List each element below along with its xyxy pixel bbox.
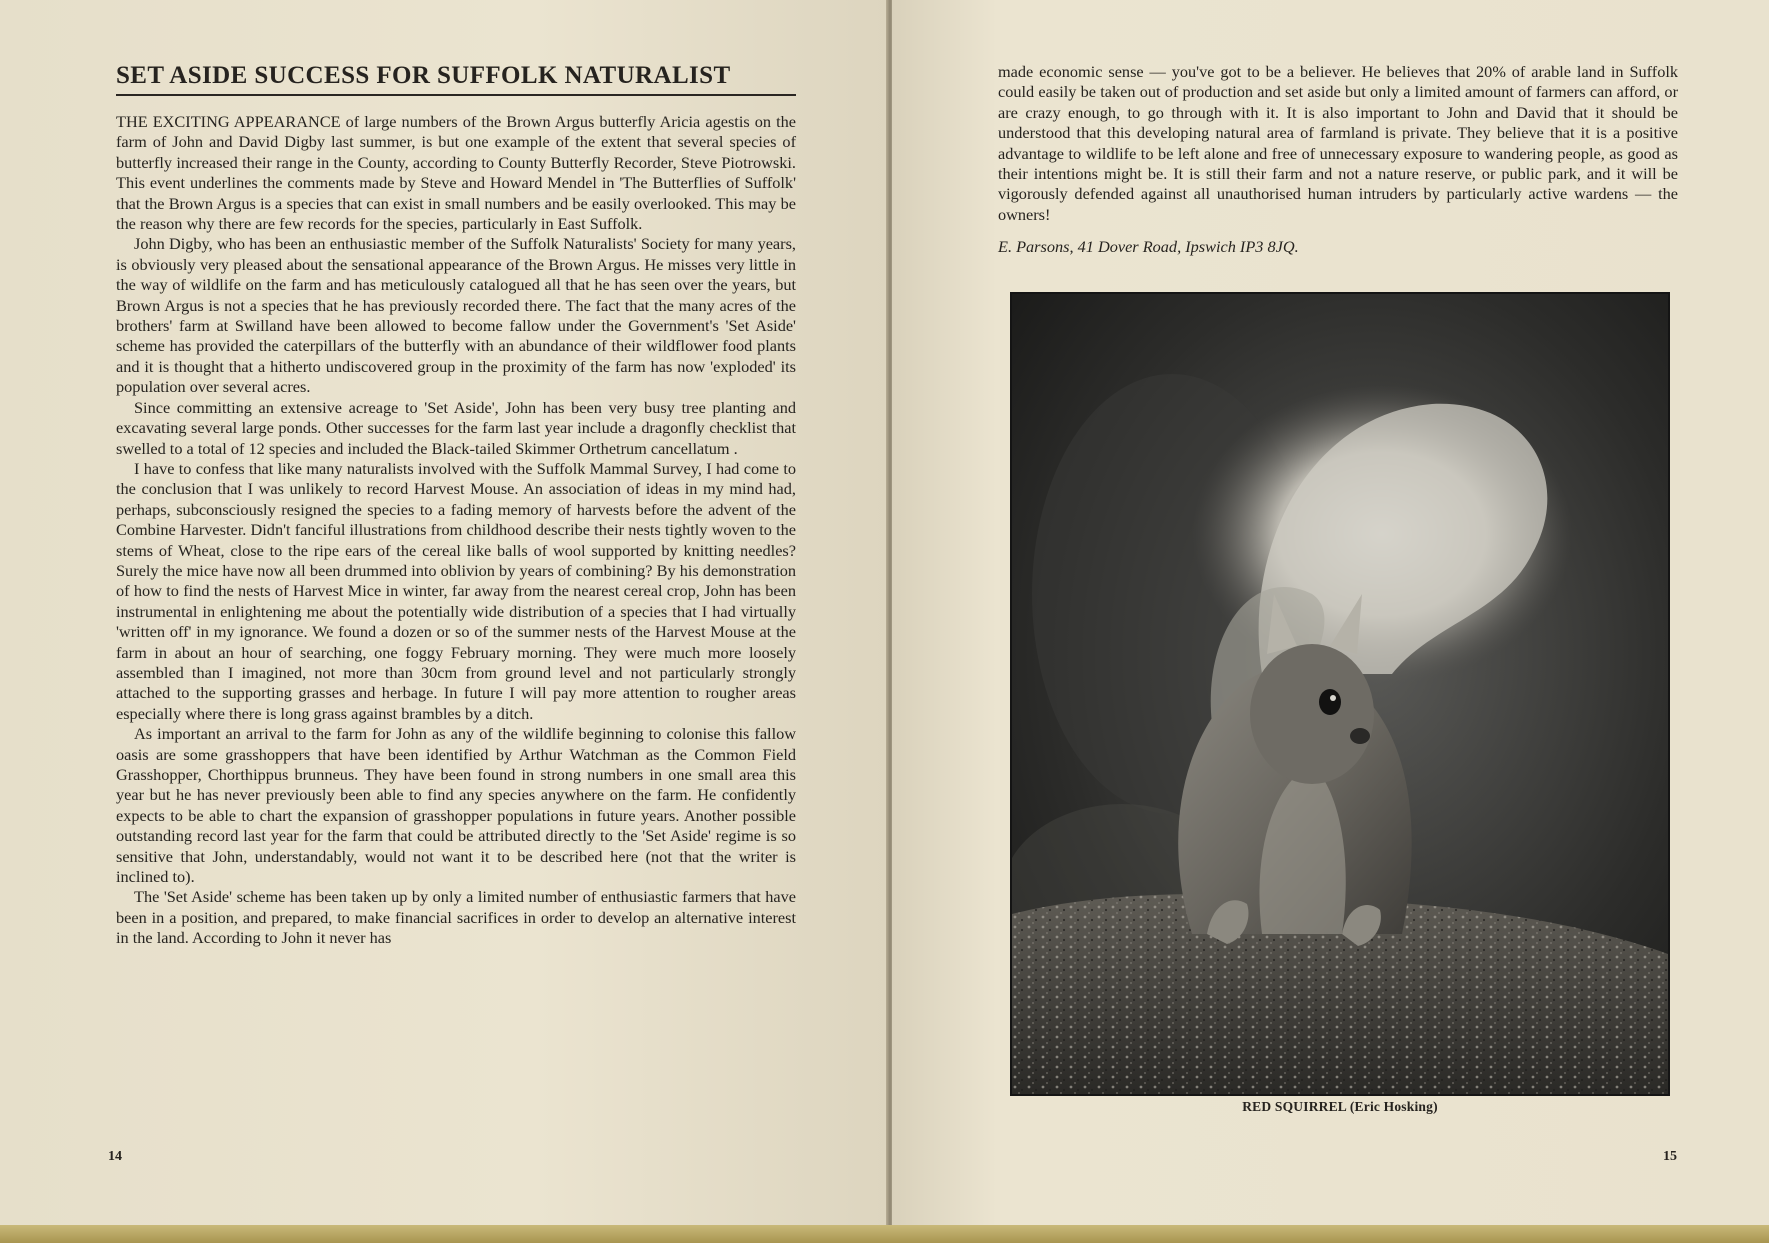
squirrel-illustration bbox=[1012, 294, 1668, 1094]
article-paragraph: Since committing an extensive acreage to 'Set Aside', John has been very busy tree planting and excavating several large ponds. Other successes for the farm last year include a dragonfly checklist that swelled to a total of 12 species and included the Black-tailed Skimmer Orthetrum cancellatum . bbox=[116, 397, 796, 458]
article-paragraph: As important an arrival to the farm for John as any of the wildlife beginning to colonise this fallow oasis are some grasshoppers that have been identified by Arthur Watchman as the Common Field Grasshopper, Chorthippus brunneus. They have been found in strong numbers in one small area this year but he has never previously been able to find any species anywhere on the farm. He confidently expects to be able to chart the expansion of grasshopper populations in future years. Another possible outstanding record last year for the farm that could be attributed directly to the 'Set Aside' regime is so sensitive that John, understandably, would not want it to be described here (not that the writer is inclined to). bbox=[116, 724, 796, 887]
photo-caption: RED SQUIRREL (Eric Hosking) bbox=[1242, 1099, 1438, 1114]
page-number-left: 14 bbox=[108, 1149, 122, 1164]
article-paragraph: THE EXCITING APPEARANCE of large numbers of the Brown Argus butterfly Aricia agestis on the farm of John and David Digby last summer, is but one example of the extent that several species of butterfly increased their range in the County, according to County Butterfly Recorder, Steve Piotrowski. This event underlines the comments made by Steve and Howard Mendel in 'The Butterflies of Suffolk' that the Brown Argus is a species that can exist in small numbers and be easily overlooked. This may be the reason why there are few records for the species, particularly in East Suffolk. bbox=[116, 112, 796, 234]
right-page bbox=[892, 0, 1769, 1243]
article-paragraph: made economic sense — you've got to be a believer. He believes that 20% of arable land in Suffolk could easily be taken out of production and set aside but only a limited amount of farmers can afford, or are crazy enough, to go through with it. It is also important to John and David that it should be understood that this developing natural area of farmland is private. They believe that it is a positive advantage to wildlife to be left alone and free of unnecessary exposure to wandering people, as good as their intentions might be. It is still their farm and not a nature reserve, or public park, and it will be vigorously defended against all unauthorised human intruders by particularly active wardens — the owners! bbox=[998, 62, 1678, 224]
article-continuation bbox=[998, 62, 1678, 225]
table-edge bbox=[0, 1225, 1769, 1243]
author-signature: E. Parsons, 41 Dover Road, Ipswich IP3 8JQ. bbox=[998, 237, 1299, 257]
red-squirrel-photo bbox=[1010, 292, 1670, 1096]
right-page-content bbox=[998, 62, 1678, 257]
article-paragraph: I have to confess that like many naturalists involved with the Suffolk Mammal Survey, I had come to the conclusion that I was unlikely to record Harvest Mouse. An association of ideas in my mind had, perhaps, subconsciously resigned the species to a fading memory of harvests before the advent of the Combine Harvester. Didn't fanciful illustrations from childhood describe their nests tightly woven to the stems of Wheat, close to the ripe ears of the cereal like balls of wool supported by knitting needles? Surely the mice have now all been drummed into oblivion by years of combining? By his demonstration of how to find the nests of Harvest Mice in winter, far away from the nearest cereal crop, John has been instrumental in enlightening me about the potentially wide distribution of a species that I had virtually 'written off' in my ignorance. We found a dozen or so of the summer nests of the Harvest Mouse at the farm in about an hour of searching, one foggy February morning. They were much more loosely assembled than I imagined, not more than 30cm from ground level and not particularly strongly attached to the supporting grasses and herbage. In future I will pay more attention to rougher areas especially where there is long grass against brambles by a ditch. bbox=[116, 458, 796, 723]
article-headline: SET ASIDE SUCCESS FOR SUFFOLK NATURALIST bbox=[116, 62, 796, 96]
page-number-right: 15 bbox=[1663, 1149, 1677, 1164]
article-paragraph: The 'Set Aside' scheme has been taken up by only a limited number of enthusiastic farmers that have been in a position, and prepared, to make financial sacrifices in order to develop an alternative interest in the land. According to John it never has bbox=[116, 887, 796, 948]
article-paragraph: John Digby, who has been an enthusiastic member of the Suffolk Naturalists' Society for many years, is obviously very pleased about the sensational appearance of the Brown Argus. He misses very little in the way of wildlife on the farm and has meticulously catalogued all that he has seen over the years, but Brown Argus is not a species that he has previously recorded there. The fact that the many acres of the brothers' farm at Swilland have been allowed to become fallow under the Government's 'Set Aside' scheme has provided the caterpillars of the butterfly with an abundance of their wildflower food plants and it is thought that a hitherto undiscovered group in the proximity of the farm has now 'exploded' its population over several acres. bbox=[116, 234, 796, 397]
article-body bbox=[116, 112, 796, 949]
left-page-content bbox=[116, 62, 796, 949]
